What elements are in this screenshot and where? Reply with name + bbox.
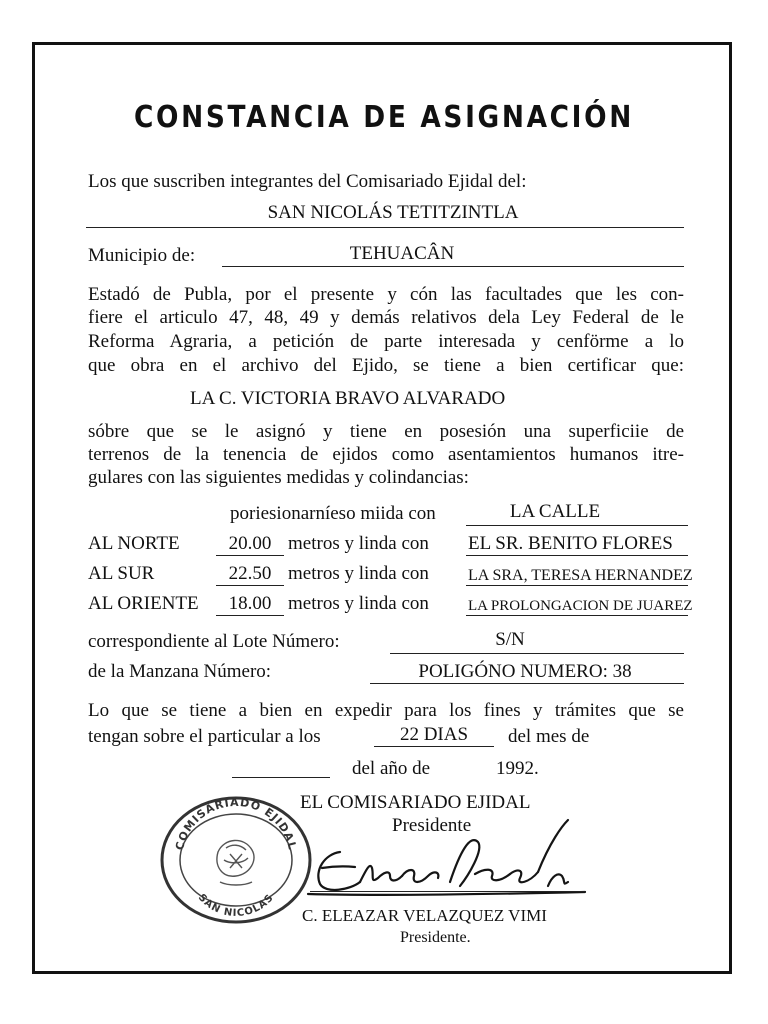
- manzana-label: de la Manzana Número:: [88, 661, 272, 682]
- boundary-south-linker: metros y linda con: [288, 563, 429, 584]
- signatory-name: C. ELEAZAR VELAZQUEZ VIMI: [302, 906, 547, 925]
- eagle-emblem-icon: [217, 840, 254, 885]
- beneficiary-name: LA C. VICTORIA BRAVO ALVARADO: [190, 388, 506, 409]
- boundary-south-meters: 22.50: [228, 563, 272, 584]
- svg-text:SAN NICOLAS: SAN NICOLAS: [195, 892, 277, 920]
- boundary-east-underline: [466, 615, 688, 616]
- ejido-underline: [86, 227, 684, 228]
- signature-role-bottom: Presidente.: [400, 929, 471, 946]
- lote-value: S/N: [495, 629, 525, 650]
- closing-line-2-prefix: tengan sobre el particular a los: [88, 726, 321, 747]
- ejido-name: SAN NICOLÁS TETITZINTLA: [267, 202, 519, 223]
- boundary-south-direction: AL SUR: [88, 563, 155, 584]
- day-value: 22 DIAS: [399, 724, 469, 745]
- boundary-north-neighbor: EL SR. BENITO FLORES: [468, 533, 673, 554]
- boundary-north-meters-underline: [216, 555, 284, 556]
- manzana-underline: [370, 683, 684, 684]
- boundary-north-direction: AL NORTE: [88, 533, 180, 554]
- municipio-label: Municipio de:: [88, 245, 196, 266]
- year-value: 1992.: [496, 758, 539, 779]
- body-line-1: Estadó de Publa, por el presente y cón las facultades que les con-: [88, 284, 684, 305]
- closing-line-1: Lo que se tiene a bien en expedir para los fines y trámites que se: [88, 700, 684, 721]
- boundary-south-meters-underline: [216, 585, 284, 586]
- boundary-north-meters: 20.00: [228, 533, 272, 554]
- boundary-east-meters-underline: [216, 615, 284, 616]
- boundary-south-neighbor: LA SRA, TERESA HERNANDEZ: [468, 567, 693, 584]
- year-label: del año de: [352, 758, 431, 779]
- body-line-4: que obra en el archivo del Ejido, se tiene a bien certificar que:: [88, 355, 684, 376]
- official-seal-stamp: [158, 794, 314, 926]
- month-underline: [232, 777, 330, 778]
- signature-role-top: Presidente: [392, 815, 472, 836]
- lote-label: correspondiente al Lote Número:: [88, 631, 340, 652]
- boundary-south-underline: [466, 585, 688, 586]
- municipio-value: TEHUACÂN: [349, 243, 455, 264]
- document-title: CONSTANCIA DE ASIGNACIÓN: [134, 100, 634, 135]
- signature-line: [310, 891, 586, 892]
- boundary-east-direction: AL ORIENTE: [88, 593, 199, 614]
- first-boundary-text: poriesionarníeso miida con: [230, 503, 436, 524]
- handwritten-signature: [300, 812, 590, 902]
- boundary-east-meters: 18.00: [228, 593, 272, 614]
- municipio-underline: [222, 266, 684, 267]
- closing-line-2-suffix: del mes de: [508, 726, 590, 747]
- body-line-2: fiere el articulo 47, 48, 49 y demás relativos dela Ley Federal de le: [88, 307, 684, 328]
- description-line-3: gulares con las siguientes medidas y colindancias:: [88, 467, 469, 488]
- first-boundary-value: LA CALLE: [509, 501, 601, 522]
- lote-underline: [390, 653, 684, 654]
- description-line-1: sóbre que se le asignó y tiene en posesión una superficiie de: [88, 421, 684, 442]
- day-underline: [374, 746, 494, 747]
- intro-text: Los que suscriben integrantes del Comisariado Ejidal del:: [88, 171, 527, 192]
- boundary-east-linker: metros y linda con: [288, 593, 429, 614]
- body-line-3: Reforma Agraria, a petición de parte interesada y cenförme a lo: [88, 331, 684, 352]
- boundary-north-linker: metros y linda con: [288, 533, 429, 554]
- svg-text:COMISARIADO EJIDAL: COMISARIADO EJIDAL: [172, 795, 300, 852]
- first-boundary-underline: [466, 525, 688, 526]
- boundary-east-neighbor: LA PROLONGACION DE JUAREZ: [468, 598, 693, 614]
- manzana-value: POLIGÓNO NUMERO: 38: [418, 661, 632, 682]
- description-line-2: terrenos de la tenencia de ejidos como asentamientos humanos itre-: [88, 444, 684, 465]
- signature-heading: EL COMISARIADO EJIDAL: [300, 792, 531, 813]
- boundary-north-underline: [466, 555, 688, 556]
